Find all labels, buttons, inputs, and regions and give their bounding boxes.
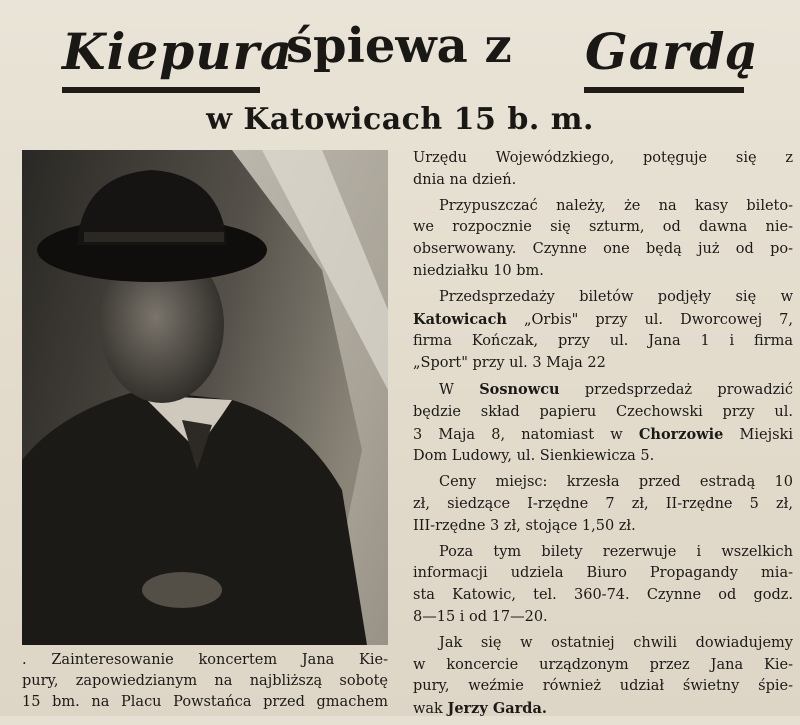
singer-name: Jerzy Garda. xyxy=(447,700,547,718)
paragraph-5 xyxy=(413,472,793,537)
headline-word-kiepura: Kiepura xyxy=(62,22,294,81)
text-line: Katowicach „Orbis" przy ul. Dworcowej 7, xyxy=(413,310,793,328)
photo-caption xyxy=(22,650,388,713)
text-line: wak Jerzy Garda. xyxy=(413,700,547,718)
headline-word-garda: Gardą xyxy=(585,22,759,81)
paragraph-7 xyxy=(413,633,793,721)
text-line: w koncercie urządzonym przez Jana Kie- xyxy=(413,656,793,673)
caption-line: pury, zapowiedzianym na najbliższą sobotę xyxy=(22,673,388,689)
text-line: W Sosnowcu przedsprzedaż prowadzić xyxy=(439,380,793,398)
text-line: Przypuszczać należy, że na kasy bileto- xyxy=(439,197,793,214)
paragraph-6 xyxy=(413,542,793,629)
article-body xyxy=(413,148,793,725)
caption-line: 15 bm. na Placu Powstańca przed gmachem xyxy=(22,694,388,710)
text-line: zł, siedzące I-rzędne 7 zł, II-rzędne 5 zł, xyxy=(413,495,793,512)
text-line: informacji udziela Biuro Propagandy mia- xyxy=(413,565,793,582)
place-chorzow: Chorzowie xyxy=(638,425,724,443)
text-line: 8—15 i od 17—20. xyxy=(413,608,548,625)
text-line: pury, weźmie również udział świetny śpie- xyxy=(413,678,793,695)
text-line: Jak się w ostatniej chwili dowiadujemy xyxy=(439,634,793,651)
text-line: Poza tym bilety rezerwuje i wszelkich xyxy=(439,543,793,560)
text-line: III-rzędne 3 zł, stojące 1,50 zł. xyxy=(413,517,636,534)
text-line: Dom Ludowy, ul. Sienkiewicza 5. xyxy=(413,448,655,465)
text-line: niedziałku 10 bm. xyxy=(413,262,544,279)
paragraph-2 xyxy=(413,196,793,283)
text-line: „Sport" przy ul. 3 Maja 22 xyxy=(413,355,606,372)
subheadline: w Katowicach 15 b. m. xyxy=(206,102,594,137)
text-line: będzie skład papieru Czechowski przy ul. xyxy=(413,403,793,420)
portrait-photo xyxy=(22,150,388,645)
text-line: Urzędu Wojewódzkiego, potęguje się z xyxy=(413,150,793,166)
text-line: 3 Maja 8, natomiast w Chorzowie Miejski xyxy=(413,425,793,443)
paragraph-3 xyxy=(413,287,793,375)
place-sosnowiec: Sosnowcu xyxy=(479,380,560,398)
paragraph-1 xyxy=(413,148,793,192)
headline xyxy=(0,12,800,92)
text-line: Przedsprzedaży biletów podjęły się w xyxy=(439,288,793,305)
text-line: sta Katowic, tel. 360-74. Czynne od godz. xyxy=(413,587,793,604)
text-line: Ceny miejsc: krzesła przed estradą 10 xyxy=(439,474,793,491)
caption-line: . Zainteresowanie koncertem Jana Kie- xyxy=(22,652,388,668)
text-line: obserwowany. Czynne one będą już od po- xyxy=(413,241,793,258)
headline-underline-left xyxy=(62,87,260,93)
paragraph-4 xyxy=(413,379,793,468)
headline-word-spiewa: śpiewa z xyxy=(286,18,512,74)
text-line: we rozpocznie się szturm, od dawna nie- xyxy=(413,219,793,236)
text-line: firma Kończak, przy ul. Jana 1 i firma xyxy=(413,333,793,350)
place-katowice: Katowicach xyxy=(413,310,507,328)
text-line: dnia na dzień. xyxy=(413,171,517,188)
headline-underline-right xyxy=(584,87,744,93)
